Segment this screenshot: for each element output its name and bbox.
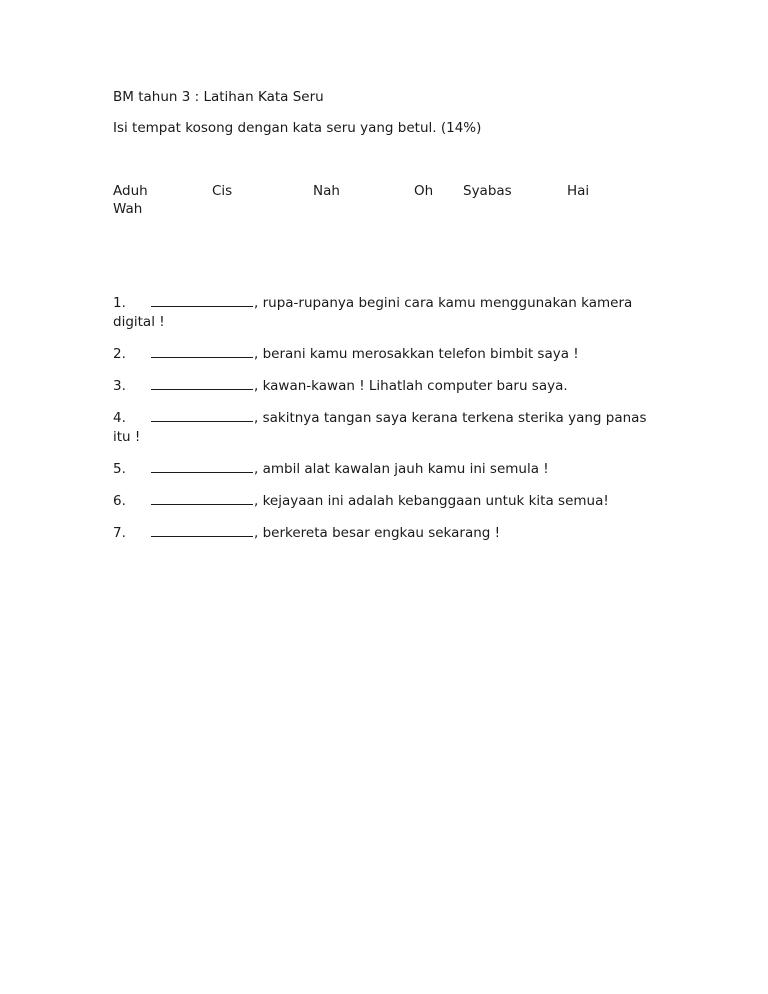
answer-blank[interactable] — [151, 523, 253, 537]
word-bank-item: Aduh — [113, 183, 148, 199]
question-number: 5. — [113, 461, 126, 477]
question-number: 6. — [113, 493, 126, 509]
question-text: , berani kamu merosakkan telefon bimbit saya ! — [254, 346, 579, 362]
answer-blank[interactable] — [151, 459, 253, 473]
word-bank-item: Hai — [567, 183, 590, 199]
answer-blank[interactable] — [151, 408, 253, 422]
question-text: , berkereta besar engkau sekarang ! — [254, 525, 501, 541]
question-item — [113, 293, 658, 332]
answer-blank[interactable] — [151, 293, 253, 307]
word-bank-item: Wah — [113, 201, 143, 217]
question-text: , rupa-rupanya begini cara kamu menggunakan kamera digital ! — [113, 295, 633, 330]
question-text: , kejayaan ini adalah kebanggaan untuk kita semua! — [254, 493, 609, 509]
word-bank-item: Nah — [313, 183, 340, 199]
question-item — [113, 376, 658, 396]
question-item — [113, 523, 658, 543]
instruction-text: Isi tempat kosong dengan kata seru yang betul. (14%) — [113, 120, 482, 136]
worksheet-title: BM tahun 3 : Latihan Kata Seru — [113, 89, 324, 105]
question-text: , ambil alat kawalan jauh kamu ini semula ! — [254, 461, 549, 477]
word-bank — [113, 182, 673, 222]
question-number: 1. — [113, 295, 126, 311]
question-number: 2. — [113, 346, 126, 362]
word-bank-item: Cis — [212, 183, 233, 199]
word-bank-item: Oh — [414, 183, 434, 199]
answer-blank[interactable] — [151, 376, 253, 390]
word-bank-item: Syabas — [463, 183, 512, 199]
question-number: 7. — [113, 525, 126, 541]
question-number: 3. — [113, 378, 126, 394]
question-list — [113, 293, 658, 555]
question-number: 4. — [113, 410, 126, 426]
question-text: , kawan-kawan ! Lihatlah computer baru saya. — [254, 378, 568, 394]
answer-blank[interactable] — [151, 491, 253, 505]
question-item — [113, 408, 658, 447]
question-item — [113, 459, 658, 479]
question-text: , sakitnya tangan saya kerana terkena sterika yang panas itu ! — [113, 410, 647, 445]
question-item — [113, 344, 658, 364]
question-item — [113, 491, 658, 511]
answer-blank[interactable] — [151, 344, 253, 358]
